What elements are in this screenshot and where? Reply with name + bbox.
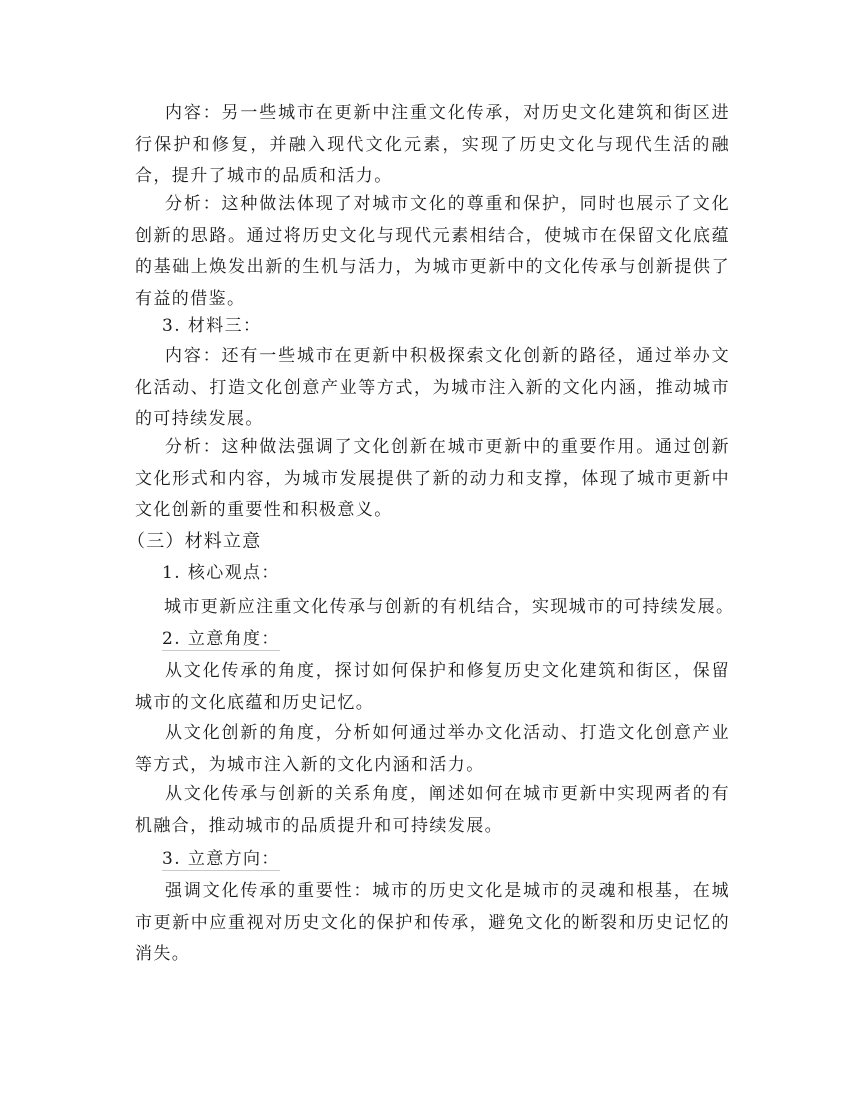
material3-content-paragraph: 内容：还有一些城市在更新中积极探索文化创新的路径，通过举办文化活动、打造文化创意产业等方式，为城市注入新的文化内涵，推动城市的可持续发展。 — [135, 346, 730, 429]
angle-innovation-paragraph: 从文化创新的角度，分析如何通过举办文化活动、打造文化创意产业等方式，为城市注入新的文化内涵和活力。 — [135, 723, 730, 775]
core-viewpoint-label: 1. 核心观点： — [162, 563, 280, 583]
angle-label-text: 2. 立意角度： — [162, 629, 280, 649]
angle-label — [162, 627, 280, 651]
direction-inheritance-paragraph: 强调文化传承的重要性：城市的历史文化是城市的灵魂和根基，在城市更新中应重视对历史文化的保护和传承，避免文化的断裂和历史记忆的消失。 — [135, 881, 730, 964]
direction-label-text: 3. 立意方向： — [162, 849, 280, 869]
angle-inheritance-paragraph: 从文化传承的角度，探讨如何保护和修复历史文化建筑和街区，保留城市的文化底蕴和历史记忆。 — [135, 661, 730, 713]
direction-label — [162, 847, 280, 871]
material3-label: 3. 材料三： — [162, 316, 262, 336]
material2-content-paragraph: 内容：另一些城市在更新中注重文化传承，对历史文化建筑和街区进行保护和修复，并融入现代文化元素，实现了历史文化与现代生活的融合，提升了城市的品质和活力。 — [135, 103, 730, 186]
material3-analysis-paragraph: 分析：这种做法强调了文化创新在城市更新中的重要作用。通过创新文化形式和内容，为城市发展提供了新的动力和支撑，体现了城市更新中文化创新的重要性和积极意义。 — [135, 437, 730, 520]
core-viewpoint-text: 城市更新应注重文化传承与创新的有机结合，实现城市的可持续发展。 — [164, 597, 735, 617]
material2-analysis-paragraph: 分析：这种做法体现了对城市文化的尊重和保护，同时也展示了文化创新的思路。通过将历史文化与现代元素相结合，使城市在保留文化底蕴的基础上焕发出新的生机与活力，为城市更新中的文化传承与创新提供了有益的借鉴。 — [135, 194, 730, 309]
angle-relationship-paragraph: 从文化传承与创新的关系角度，阐述如何在城市更新中实现两者的有机融合，推动城市的品质提升和可持续发展。 — [135, 784, 730, 836]
section-heading-material-intent: （三）材料立意 — [127, 531, 262, 552]
